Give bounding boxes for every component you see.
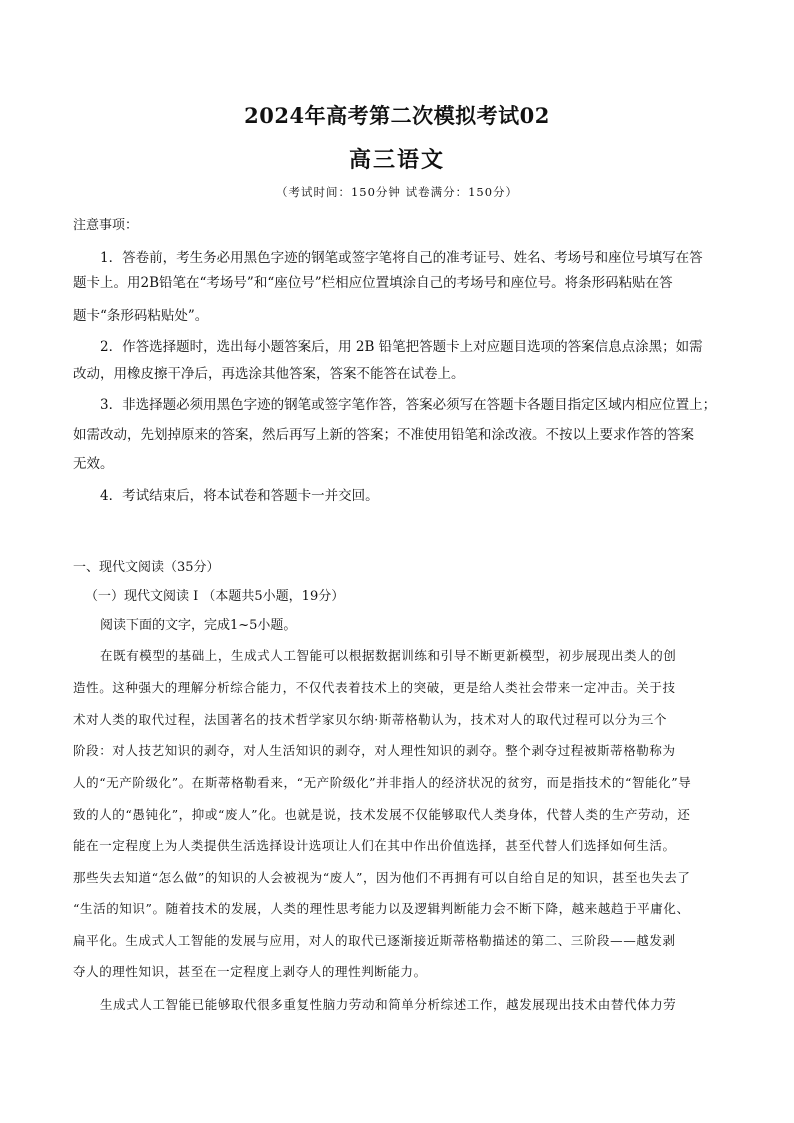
exam-time-and-score: （考试时间：150分钟 试卷满分：150分） [275,185,519,199]
notice-item-1-line-2: 题卡上。用2B铅笔在“考场号”和“座位号”栏相应位置填涂自己的考场号和座位号。将条形码粘贴在答 [73,275,673,291]
reading-instruction: 阅读下面的文字，完成1~5小题。 [100,618,297,633]
article-line: 造性。这种强大的理解分析综合能力，不仅代表着技术上的突破，更是给人类社会带来一定冲击。关于技 [73,680,676,695]
notice-heading: 注意事项： [73,218,139,233]
exam-title: 2024年高考第二次模拟考试02 [244,103,550,128]
notice-item-3-line-1: 3．非选择题必须用黑色字迹的钢笔或签字笔作答，答案必须写在答题卡各题目指定区域内相应位置上； [100,397,717,413]
article-line: 生成式人工智能已能够取代很多重复性脑力劳动和简单分析综述工作，越发展现出技术由替代体力劳 [100,997,677,1012]
notice-item-1-line-3: 题卡“条形码粘贴处”。 [73,308,209,324]
article-line: 那些失去知道“怎么做”的知识的人会被视为“废人”，因为他们不再拥有可以自给自足的知识，甚至也失去了 [73,870,691,885]
article-line: 在既有模型的基础上，生成式人工智能可以根据数据训练和引导不断更新模型，初步展现出类人的创 [100,648,677,663]
subsection-heading: （一）现代文阅读 I （本题共5小题，19分） [85,589,345,604]
notice-item-1-line-1: 1．答卷前，考生务必用黑色字迹的钢笔或签字笔将自己的准考证号、姓名、考场号和座位号填写在答 [100,250,703,266]
article-line: “生活的知识”。随着技术的发展，人类的理性思考能力以及逻辑判断能力会不断下降，越来越趋于平庸化、 [73,901,690,916]
notice-item-3-line-2: 如需改动，先划掉原来的答案，然后再写上新的答案；不准使用铅笔和涂改液。不按以上要求作答的答案 [73,427,694,443]
notice-item-2-line-1: 2．作答选择题时，选出每小题答案后，用 2B 铅笔把答题卡上对应题目选项的答案信息点涂黑；如需 [100,339,703,355]
article-line: 能在一定程度上为人类提供生活选择设计选项让人们在其中作出价值选择，甚至代替人们选择如何生活。 [73,838,676,853]
notice-item-2-line-2: 改动，用橡皮擦干净后，再选涂其他答案，答案不能答在试卷上。 [73,366,465,382]
article-line: 夺人的理性知识，甚至在一定程度上剥夺人的理性判断能力。 [73,964,427,979]
article-line: 扁平化。生成式人工智能的发展与应用，对人的取代已逐渐接近斯蒂格勒描述的第二、三阶段——越发剥 [73,933,676,948]
article-line: 人的“无产阶级化”。在斯蒂格勒看来，“无产阶级化”并非指人的经济状况的贫穷，而是指技术的“智能化”导 [73,775,692,790]
article-line: 致的人的“愚钝化”，抑或“废人”化。也就是说，技术发展不仅能够取代人类身体，代替人类的生产劳动，还 [73,807,691,822]
exam-subject: 高三语文 [348,147,445,173]
notice-item-3-line-3: 无效。 [73,456,114,472]
section-heading: 一、现代文阅读（35分） [73,560,220,575]
article-line: 阶段：对人技艺知识的剥夺，对人生活知识的剥夺，对人理性知识的剥夺。整个剥夺过程被斯蒂格勒称为 [73,743,676,758]
article-line: 术对人类的取代过程，法国著名的技术哲学家贝尔纳·斯蒂格勒认为，技术对人的取代过程可以分为三个 [73,712,668,727]
notice-item-4-line-1: 4．考试结束后，将本试卷和答题卡一并交回。 [100,488,379,504]
